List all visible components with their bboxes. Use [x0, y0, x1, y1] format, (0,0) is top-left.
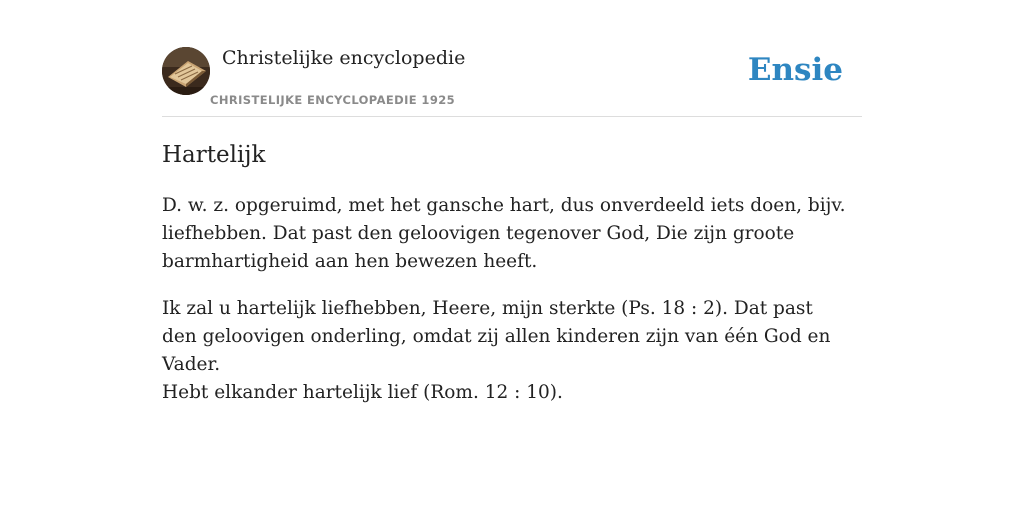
header: [162, 0, 862, 117]
source-title[interactable]: Christelijke encyclopedie: [222, 47, 466, 69]
source-avatar[interactable]: [162, 47, 210, 95]
book-icon: [162, 47, 210, 95]
article-title: Hartelijk: [162, 142, 266, 168]
article-paragraph: D. w. z. opgeruimd, met het gansche hart, dus onverdeeld iets doen, bijv. liefhebben. Dat past den geloovigen tegenover God, Die zijn groote barmhartigheid aan hen bewezen heeft.: [162, 195, 846, 272]
source-subtitle: CHRISTELIJKE ENCYCLOPAEDIE 1925: [210, 93, 456, 107]
article-paragraph: Ik zal u hartelijk liefhebben, Heere, mijn sterkte (Ps. 18 : 2). Dat past den geloovigen onderling, omdat zij allen kinderen zijn van één God en Vader.: [162, 298, 831, 375]
page: [162, 0, 862, 512]
article-paragraph: Hebt elkander hartelijk lief (Rom. 12 : 10).: [162, 382, 563, 403]
brand-logo[interactable]: Ensie: [747, 52, 843, 88]
